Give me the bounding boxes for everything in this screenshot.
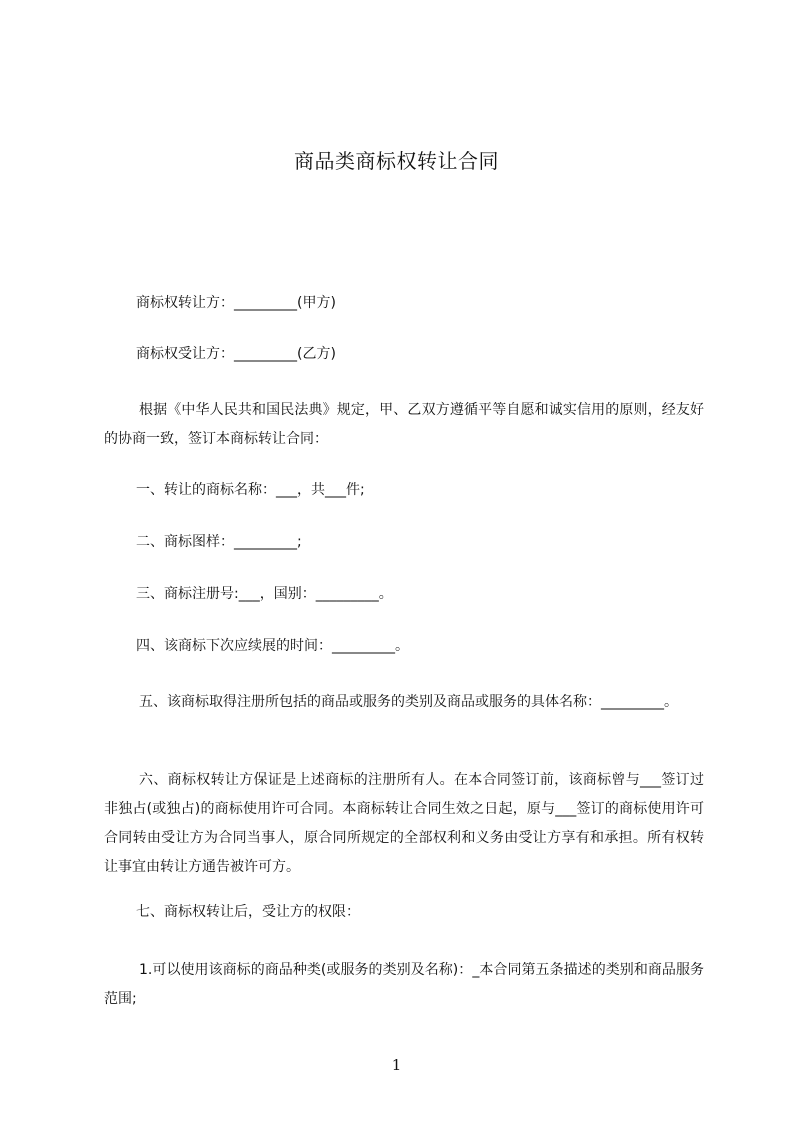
clause-2-trademark-design: 二、商标图样：_________; xyxy=(136,534,302,550)
clause-1-trademark-name: 一、转让的商标名称：___，共___件; xyxy=(136,482,365,498)
paragraph-transferor: 商标权转让方：_________(甲方) xyxy=(136,295,336,311)
paragraph-transferee: 商标权受让方：_________(乙方) xyxy=(136,346,336,362)
clause-7-transferee-rights: 七、商标权转让后，受让方的权限： xyxy=(136,904,360,920)
page-number: 1 xyxy=(391,1056,402,1074)
paragraph-preamble: 根据《中华人民共和国民法典》规定，甲、乙双方遵循平等自愿和诚实信用的原则，经友好的协商一致，签订本商标转让合同： xyxy=(104,402,704,447)
clause-3-registration-number: 三、商标注册号:___，国别：_________。 xyxy=(136,586,393,602)
clause-6-ownership-guarantee: 六、商标权转让方保证是上述商标的注册所有人。在本合同签订前，该商标曾与___签订过非独占(或独占)的商标使用许可合同。本商标转让合同生效之日起，原与___签订的商标使用许可合同转由受让方为合同当事人，原合同所规定的全部权利和义务由受让方享有和承担。所有权转让事宜由转让方通告被许可方。 xyxy=(104,772,704,875)
clause-7-item-1: 1.可以使用该商标的商品种类(或服务的类别及名称)：_本合同第五条描述的类别和商品服务范围; xyxy=(104,962,704,1007)
clause-5-goods-services: 五、该商标取得注册所包括的商品或服务的类别及商品或服务的具体名称：_________。 xyxy=(139,694,678,710)
clause-4-renewal-time: 四、该商标下次应续展的时间：_________。 xyxy=(136,638,409,654)
document-title: 商品类商标权转让合同 xyxy=(294,149,499,173)
